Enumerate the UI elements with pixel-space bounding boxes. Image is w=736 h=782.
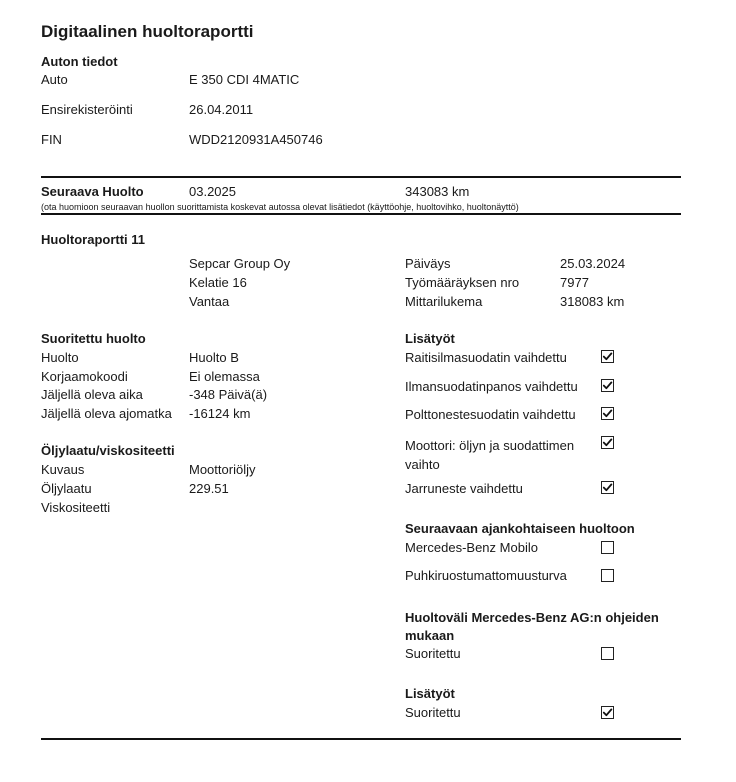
performed-value: -16124 km: [189, 406, 251, 421]
divider: [41, 213, 681, 215]
oil-value: Moottoriöljy: [189, 462, 256, 477]
next-service-date: 03.2025: [189, 184, 236, 199]
report-meta-label: Mittarilukema: [405, 294, 483, 309]
performed-label: Jäljellä oleva ajomatka: [41, 406, 172, 421]
page-title: Digitaalinen huoltoraportti: [41, 22, 254, 41]
vehicle-value: WDD2120931A450746: [189, 132, 323, 147]
checkmark-icon: [602, 380, 613, 391]
divider: [41, 176, 681, 178]
address-line: Kelatie 16: [189, 275, 247, 290]
report-meta-value: 318083 km: [560, 294, 625, 309]
checkbox[interactable]: [601, 481, 614, 494]
extra-work2-heading: Lisätyöt: [405, 686, 455, 701]
checkbox[interactable]: [601, 541, 614, 554]
performed-value: Ei olemassa: [189, 369, 260, 384]
report-meta-value: 25.03.2024: [560, 256, 626, 271]
extra-work-heading: Lisätyöt: [405, 331, 455, 346]
checklist-label: Moottori: öljyn ja suodattimen vaihto: [405, 438, 575, 472]
checklist-label: Ilmansuodatinpanos vaihdettu: [405, 379, 578, 394]
checkbox[interactable]: [601, 569, 614, 582]
oil-label: Viskositeetti: [41, 500, 111, 515]
next-service-km: 343083 km: [405, 184, 470, 199]
checkbox[interactable]: [601, 407, 614, 420]
checklist-label: Raitisilmasuodatin vaihdettu: [405, 350, 567, 365]
next-service-note: (ota huomioon seuraavan huollon suorittamista koskevat autossa olevat lisätiedot (käyttöohje, huoltovihko, huoltonäyttö): [41, 202, 519, 212]
oil-value: 229.51: [189, 481, 229, 496]
interval-heading: Huoltoväli Mercedes-Benz AG:n ohjeiden mukaan: [405, 610, 659, 643]
vehicle-label: FIN: [41, 132, 62, 147]
checkmark-icon: [602, 351, 613, 362]
performed-label: Jäljellä oleva aika: [41, 387, 143, 402]
report-meta-label: Päiväys: [405, 256, 451, 271]
checkmark-icon: [602, 707, 613, 718]
periodic-heading: Seuraavaan ajankohtaiseen huoltoon: [405, 521, 635, 536]
checkbox[interactable]: [601, 706, 614, 719]
checkbox[interactable]: [601, 350, 614, 363]
vehicle-label: Auto: [41, 72, 68, 87]
checkbox[interactable]: [601, 436, 614, 449]
performed-heading: Suoritettu huolto: [41, 331, 146, 346]
address-line: Vantaa: [189, 294, 230, 309]
address-line: Sepcar Group Oy: [189, 256, 291, 271]
checklist-label: Mercedes-Benz Mobilo: [405, 540, 538, 555]
oil-label: Öljylaatu: [41, 481, 92, 496]
report-meta-label: Työmääräyksen nro: [405, 275, 520, 290]
checkmark-icon: [602, 437, 613, 448]
report-meta-value: 7977: [560, 275, 589, 290]
performed-value: -348 Päivä(ä): [189, 387, 268, 402]
checkmark-icon: [602, 408, 613, 419]
checklist-label: Suoritettu: [405, 705, 461, 720]
vehicle-value: 26.04.2011: [189, 102, 254, 117]
checklist-label: Suoritettu: [405, 646, 461, 661]
report-heading: Huoltoraportti 11: [41, 232, 146, 247]
next-service-label: Seuraava Huolto: [41, 184, 144, 199]
oil-heading: Öljylaatu/viskositeetti: [41, 443, 175, 458]
vehicle-label: Ensirekisteröinti: [41, 102, 133, 117]
checklist-label: Polttonestesuodatin vaihdettu: [405, 407, 576, 422]
checklist-label: Puhkiruostumattomuusturva: [405, 568, 567, 583]
checkbox[interactable]: [601, 647, 614, 660]
performed-label: Korjaamokoodi: [41, 369, 128, 384]
checkbox[interactable]: [601, 379, 614, 392]
divider: [41, 738, 681, 740]
checklist-label: Jarruneste vaihdettu: [405, 481, 523, 496]
performed-label: Huolto: [41, 350, 79, 365]
checkmark-icon: [602, 482, 613, 493]
oil-label: Kuvaus: [41, 462, 85, 477]
performed-value: Huolto B: [189, 350, 239, 365]
vehicle-heading: Auton tiedot: [41, 54, 118, 69]
vehicle-value: E 350 CDI 4MATIC: [189, 72, 300, 87]
